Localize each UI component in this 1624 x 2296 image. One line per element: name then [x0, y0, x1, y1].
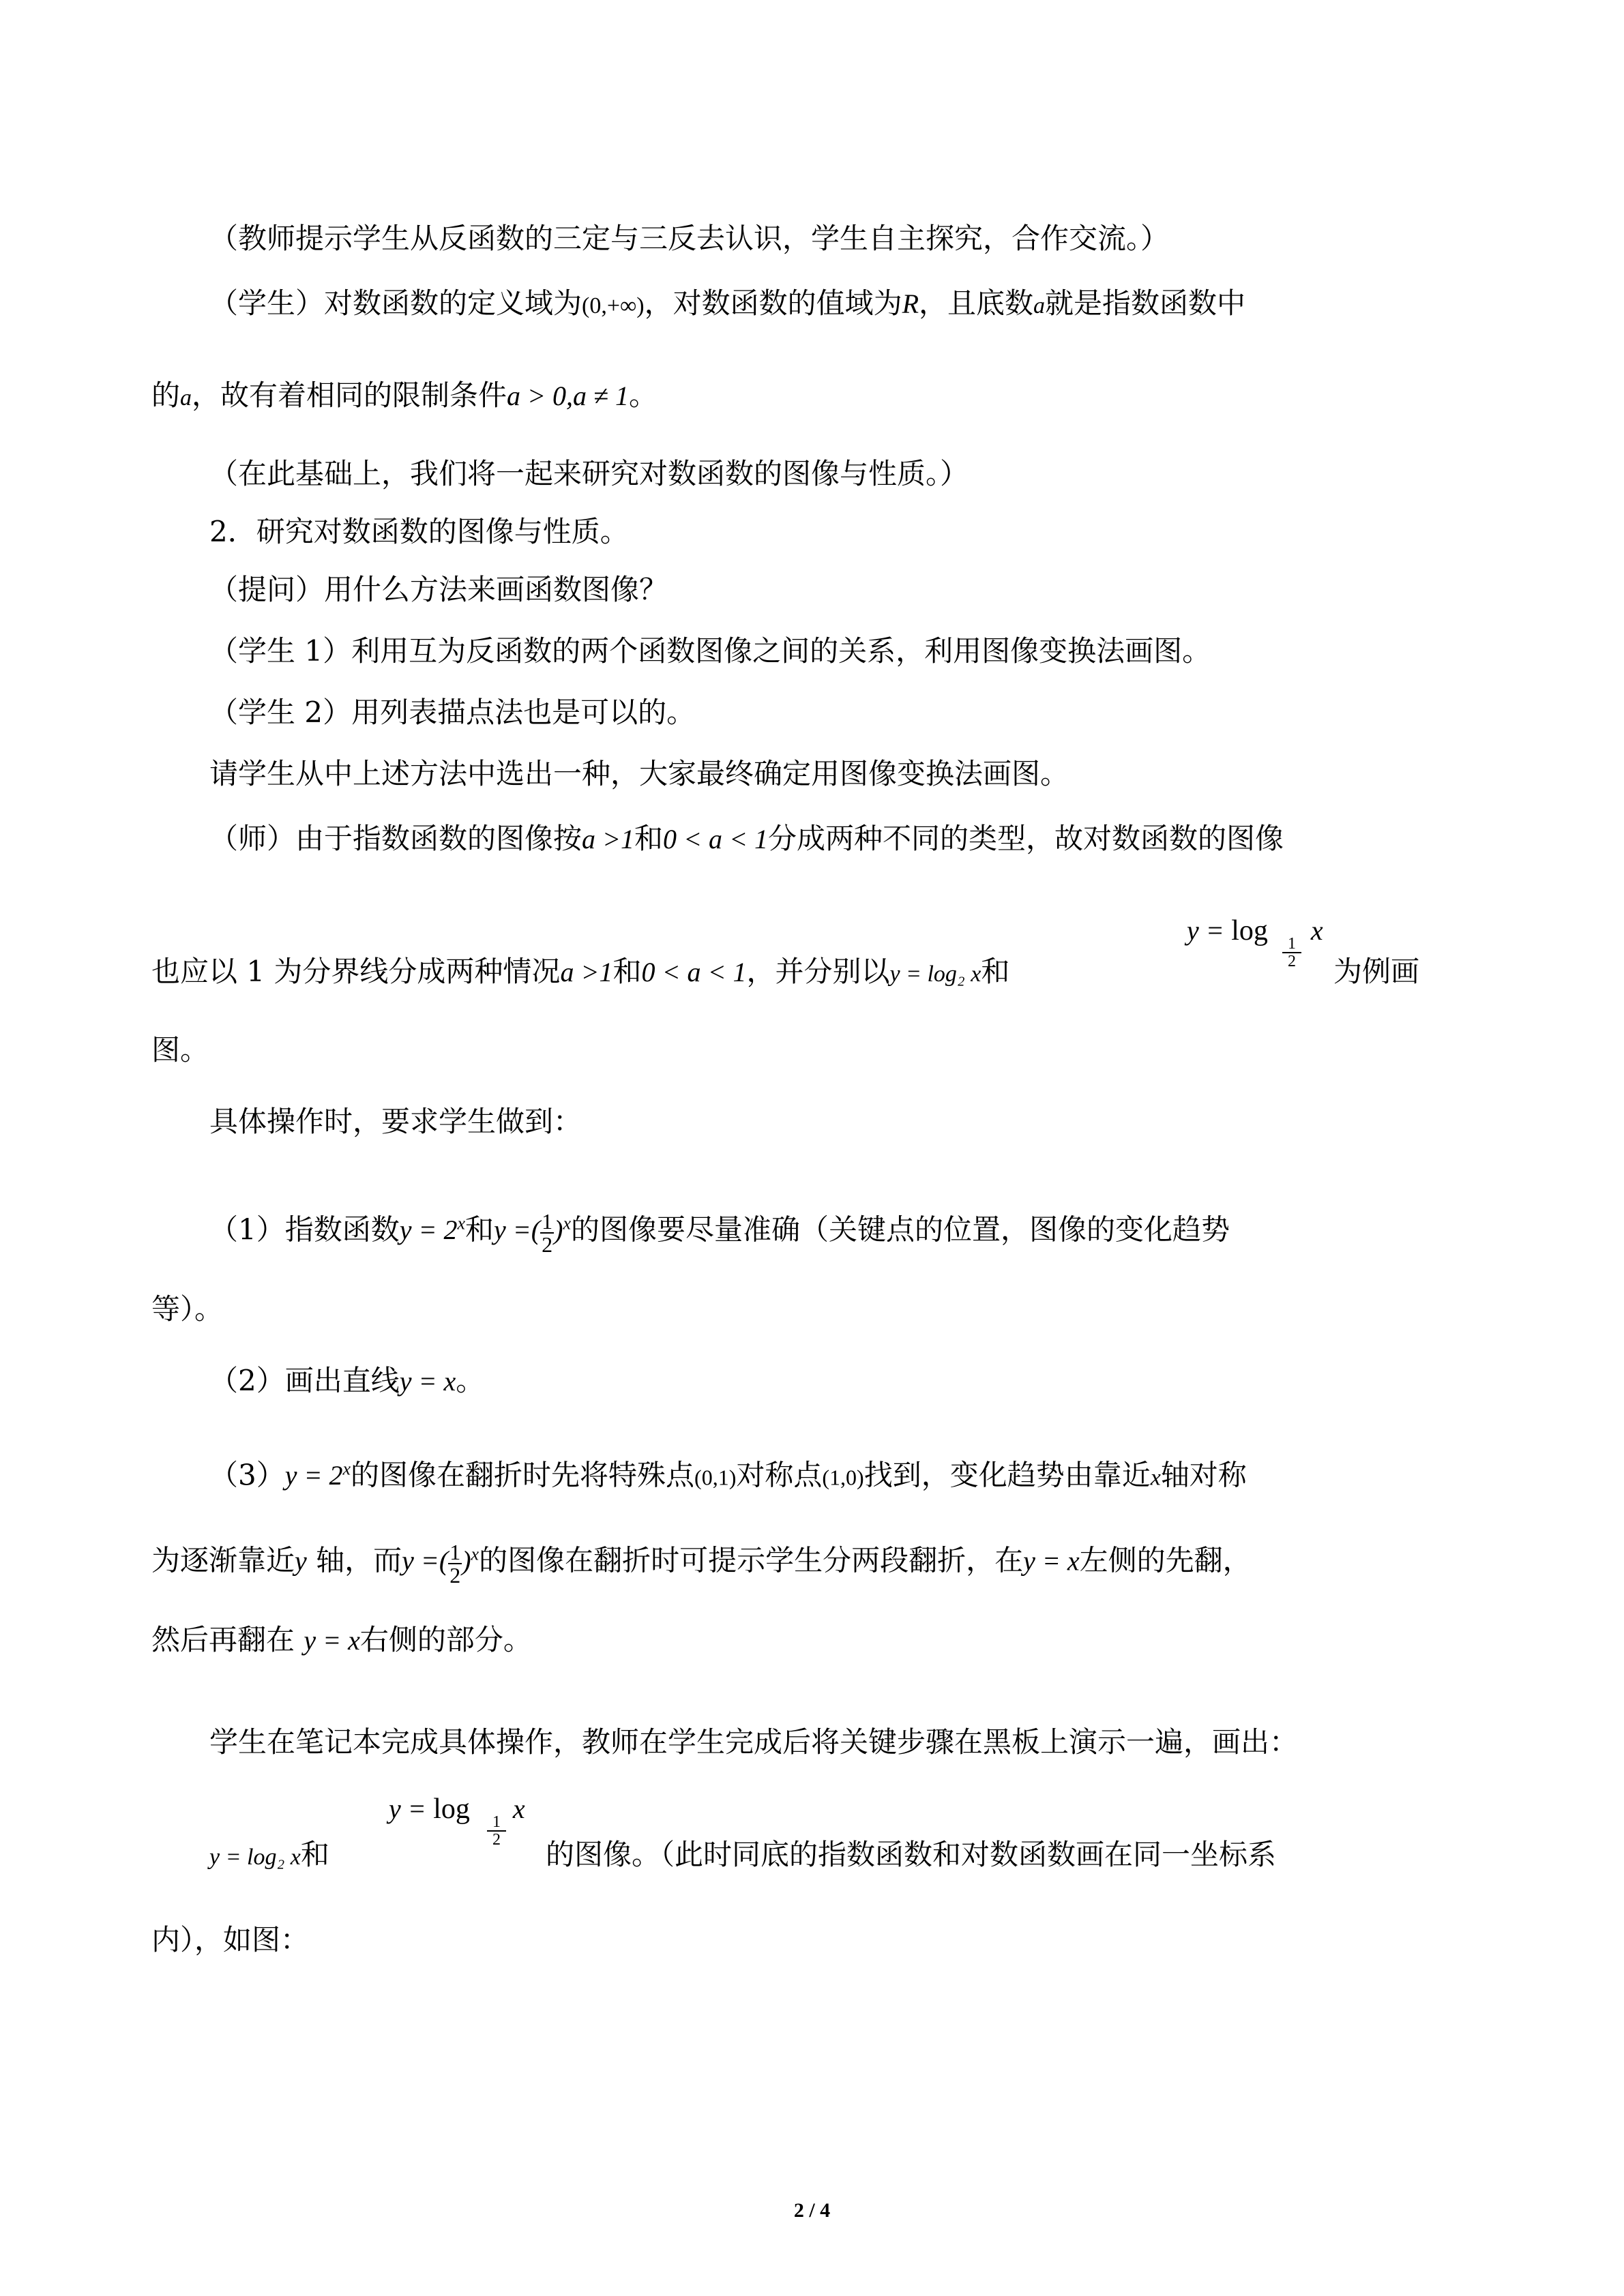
- paragraph-4: [209, 453, 969, 494]
- text: 轴对称: [1160, 1458, 1247, 1492]
- base-numerator: 1: [1288, 935, 1296, 953]
- text: （3）: [209, 1458, 285, 1492]
- text: ，且底数: [919, 286, 1034, 320]
- formula-text: y = 2: [284, 1460, 343, 1491]
- text: （1）指数函数: [209, 1212, 400, 1247]
- paragraph-2: [209, 283, 1245, 327]
- paragraph-22: [151, 1920, 309, 1960]
- text: 右侧的部分。: [359, 1623, 532, 1656]
- text: 也应以 1 为分界线分成两种情况: [151, 955, 561, 988]
- base-denominator: 2: [487, 1830, 506, 1848]
- paragraph-15: [151, 1289, 223, 1330]
- line-yx-formula: y = x: [304, 1625, 360, 1656]
- text: 。: [628, 378, 658, 412]
- text: 图。: [151, 1033, 209, 1067]
- paragraph-8: [209, 692, 695, 733]
- condition-math: 0 < a < 1: [641, 957, 747, 987]
- exp-half-x-formula: y =( $\frac{1}{2}$ )$^x$: [402, 1540, 479, 1588]
- point-0-1: (0,1): [694, 1465, 737, 1490]
- fraction: [448, 1541, 462, 1586]
- text: ，并分别以: [746, 955, 890, 988]
- paragraph-10: [209, 818, 1284, 860]
- formula-text: y = 2: [399, 1214, 458, 1246]
- text: 和: [465, 1212, 494, 1247]
- paragraph-1: [209, 218, 1169, 259]
- text: 的图像要尽量准确（关键点的位置，图像的变化趋势: [571, 1212, 1230, 1247]
- text: 2．研究对数函数的图像与性质。: [209, 515, 629, 548]
- base-a-math: a: [1033, 293, 1046, 318]
- exp-2x-formula: [285, 1460, 351, 1491]
- text: 轴，而: [306, 1543, 402, 1577]
- formula-log: log: [1231, 915, 1268, 946]
- text: 分成两种不同的类型，故对数函数的图像: [768, 822, 1284, 855]
- range-math: R: [902, 288, 919, 319]
- text: 左侧的先翻，: [1079, 1543, 1252, 1577]
- log-base-half: [1282, 936, 1301, 970]
- text: 。: [456, 1364, 485, 1397]
- text: 的图像。（此时同底的指数函数和对数函数画在同一坐标系: [546, 1838, 1277, 1871]
- text: 和: [981, 955, 1010, 988]
- formula-x: x: [512, 1793, 525, 1824]
- text: 的: [151, 378, 181, 412]
- x-axis-symbol: x: [1150, 1465, 1161, 1491]
- text: （提问）用什么方法来画函数图像？: [209, 573, 668, 606]
- log2-formula: y = log₂ x: [889, 961, 981, 987]
- paragraph-16: [209, 1360, 484, 1402]
- paragraph-21: [209, 1834, 329, 1878]
- text: 找到，变化趋势由靠近: [863, 1458, 1151, 1492]
- text: 学生在笔记本完成具体操作，教师在学生完成后将关键步骤在黑板上演示一遍，画出：: [209, 1725, 1299, 1759]
- paragraph-17: [209, 1449, 1247, 1498]
- formula-log: log: [433, 1793, 470, 1825]
- paragraph-7: [209, 631, 1211, 672]
- text: 的图像在翻折时先将特殊点: [351, 1458, 695, 1492]
- line-yx-formula: y = x: [1023, 1545, 1080, 1577]
- text: （学生 2）用列表描点法也是可以的。: [209, 696, 696, 729]
- section-heading: [209, 511, 629, 552]
- paragraph-20: [209, 1722, 1298, 1763]
- paragraph-13: [209, 1101, 582, 1142]
- paragraph-3: [151, 375, 658, 419]
- formula-y: y =: [402, 1545, 439, 1577]
- numerator: 1: [542, 1209, 553, 1234]
- text: 为逐渐靠近: [151, 1543, 295, 1577]
- text: （师）由于指数函数的图像按: [209, 822, 582, 855]
- text: （学生）对数函数的定义域为: [209, 286, 582, 320]
- paragraph-11-end: [1333, 951, 1419, 992]
- paragraph-6: [209, 569, 668, 610]
- condition-math: a >1: [560, 957, 613, 987]
- text: 对称点: [736, 1458, 823, 1492]
- paragraph-12: [151, 1030, 209, 1071]
- exponent: x: [471, 1545, 479, 1564]
- text: 就是指数函数中: [1045, 286, 1246, 320]
- exponent: x: [342, 1459, 351, 1479]
- condition-math: a > 0,a ≠ 1: [507, 381, 629, 411]
- text: 和: [634, 822, 664, 855]
- paragraph-21-end: [546, 1834, 1276, 1875]
- formula-x: x: [1310, 915, 1323, 946]
- text: （学生 1）利用互为反函数的两个函数图像之间的关系，利用图像变换法画图。: [209, 634, 1211, 668]
- formula-y: y =: [1187, 915, 1224, 946]
- formula-y: y =: [389, 1793, 426, 1824]
- text: ，对数函数的值域为: [644, 286, 902, 320]
- text: 为例画: [1333, 955, 1420, 988]
- paragraph-11: [151, 951, 1009, 995]
- log2-formula: y = log₂ x: [209, 1845, 301, 1870]
- log-half-formula: [1187, 915, 1323, 946]
- domain-math: (0,+∞): [582, 293, 645, 318]
- denominator: 2: [449, 1563, 461, 1588]
- line-yx-formula: y = x: [399, 1366, 456, 1397]
- text: （教师提示学生从反函数的三定与三反去认识，学生自主探究，合作交流。）: [209, 222, 1170, 255]
- text: 的图像在翻折时可提示学生分两段翻折，在: [479, 1543, 1024, 1577]
- base-numerator: 1: [492, 1813, 501, 1831]
- paragraph-19: [151, 1620, 532, 1661]
- text: 和: [300, 1838, 329, 1871]
- exponent: x: [457, 1214, 466, 1234]
- formula-y: y =: [494, 1214, 531, 1246]
- text: （在此基础上，我们将一起来研究对数函数的图像与性质。）: [209, 457, 969, 490]
- text: 等）。: [151, 1292, 224, 1326]
- text: 具体操作时，要求学生做到：: [209, 1105, 582, 1138]
- paragraph-9: [209, 754, 1069, 794]
- point-1-0: (1,0): [822, 1465, 864, 1490]
- text: ，故有着相同的限制条件: [192, 378, 507, 412]
- base-a-math: a: [180, 385, 192, 411]
- paragraph-14: [209, 1204, 1230, 1255]
- condition-math: 0 < a < 1: [663, 824, 769, 854]
- text: 请学生从中上述方法中选出一种，大家最终确定用图像变换法画图。: [209, 757, 1069, 790]
- text: 内），如图：: [151, 1923, 310, 1956]
- denominator: 2: [542, 1232, 553, 1257]
- text: （2）画出直线: [209, 1364, 400, 1397]
- log-base-half: [487, 1814, 506, 1848]
- fraction: [540, 1210, 554, 1255]
- condition-math: a >1: [582, 824, 635, 854]
- page-number: 2 / 4: [793, 2199, 831, 2222]
- exp-2x-formula: [400, 1214, 465, 1245]
- y-axis-symbol: y: [295, 1545, 307, 1577]
- numerator: 1: [449, 1540, 461, 1565]
- text: 然后再翻在: [151, 1623, 304, 1656]
- exponent: x: [563, 1214, 571, 1234]
- exp-half-x-formula: y =( $\frac{1}{2}$ )$^x$: [494, 1209, 571, 1257]
- base-denominator: 2: [1282, 952, 1301, 970]
- text: 和: [612, 955, 642, 988]
- paragraph-18: [151, 1534, 1252, 1586]
